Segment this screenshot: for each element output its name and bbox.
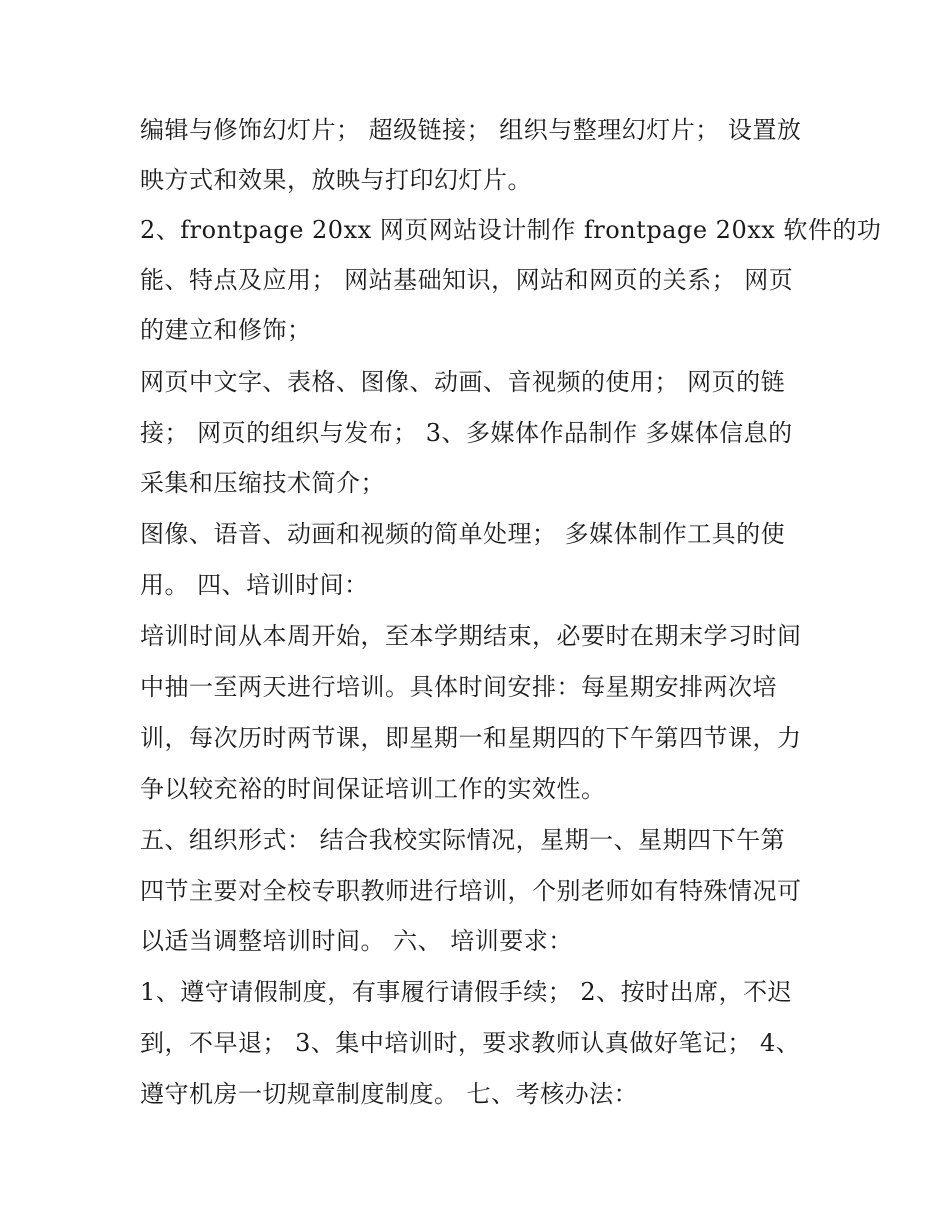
text-line: 五、组织形式： 结合我校实际情况，星期一、星期四下午第 [140, 826, 786, 854]
text-line: 以适当调整培训时间。 六、 培训要求： [140, 927, 573, 955]
text-line: 图像、语音、动画和视频的简单处理； 多媒体制作工具的使 [140, 520, 786, 548]
text-line: 训，每次历时两节课，即星期一和星期四的下午第四节课，力 [140, 724, 802, 752]
text-line: 网页中文字、表格、图像、动画、音视频的使用； 网页的链 [140, 368, 786, 396]
text-line: 遵守机房一切规章制度制度。 七、考核办法： [140, 1080, 639, 1108]
text-line: 到，不早退； 3、集中培训时，要求教师认真做好笔记； 4、 [140, 1029, 801, 1057]
text-line: 1、遵守请假制度，有事履行请假手续； 2、按时出席，不迟 [140, 978, 793, 1006]
text-line: 中抽一至两天进行培训。具体时间安排：每星期安排两次培 [140, 673, 777, 701]
text-line: 的建立和修饰； [140, 316, 312, 344]
text-line: 培训时间从本周开始，至本学期结束，必要时在期末学习时间 [140, 622, 802, 650]
text-line: 编辑与修饰幻灯片； 超级链接； 组织与整理幻灯片； 设置放 [140, 116, 802, 144]
text-line: 四节主要对全校专职教师进行培训，个别老师如有特殊情况可 [140, 877, 802, 905]
text-line: 采集和压缩技术简介； [140, 469, 385, 497]
text-line: 2、frontpage 20xx 网页网站设计制作 frontpage 20xx 软件的功 [140, 216, 882, 244]
text-line: 能、特点及应用； 网站基础知识，网站和网页的关系； 网页 [140, 266, 794, 294]
text-line: 接； 网页的组织与发布； 3、多媒体作品制作 多媒体信息的 [140, 419, 793, 447]
text-line: 争以较充裕的时间保证培训工作的实效性。 [140, 775, 606, 803]
text-line: 用。 四、培训时间： [140, 571, 369, 599]
text-line: 映方式和效果，放映与打印幻灯片。 [140, 166, 532, 194]
